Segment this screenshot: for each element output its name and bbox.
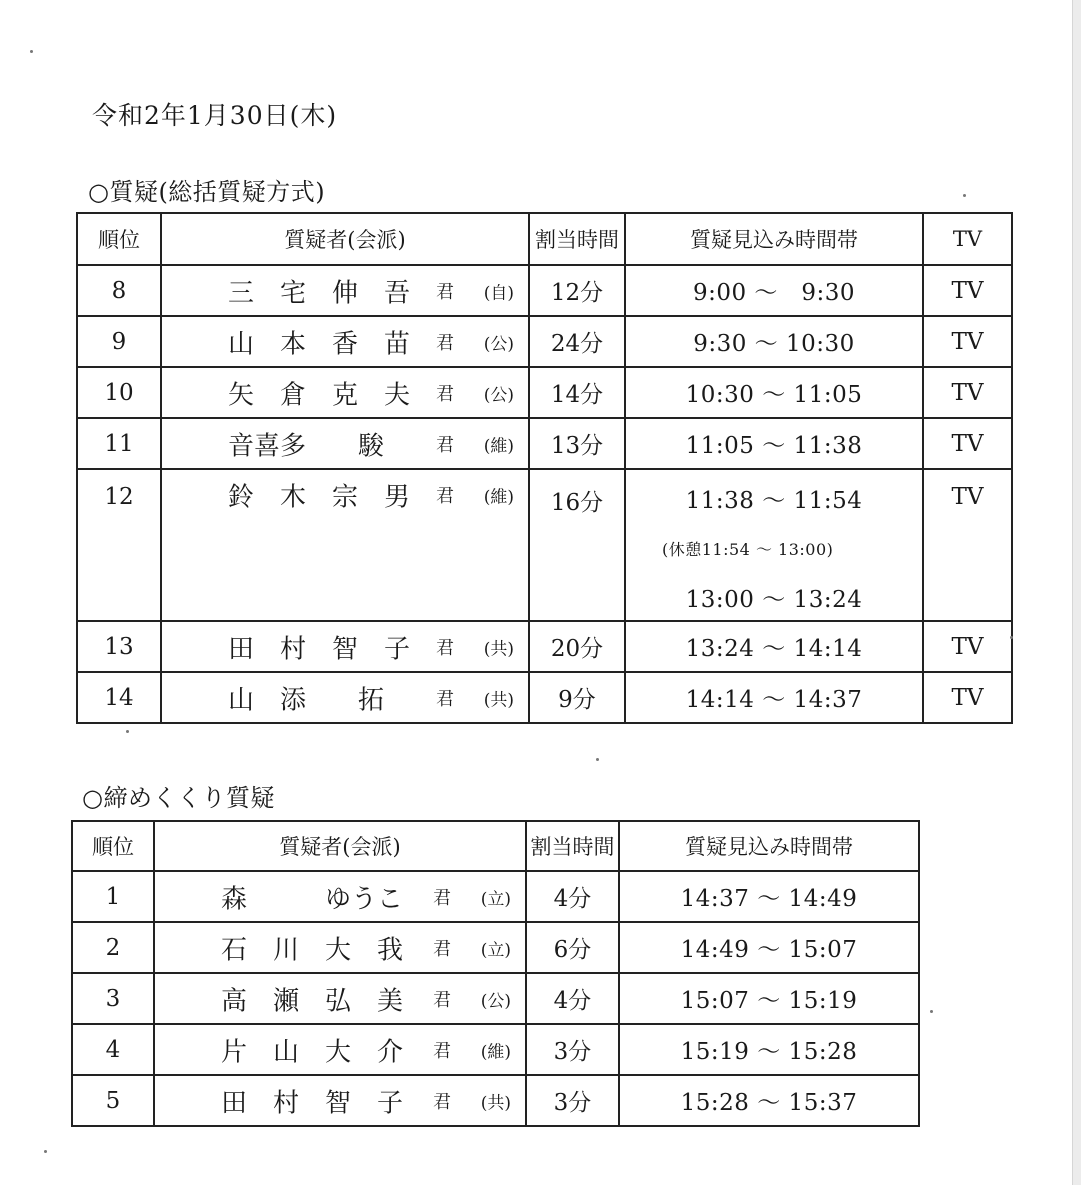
rank-cell: 14 [77,672,161,723]
honorific: 君 [433,989,451,1011]
speaker-name: 田 村 智 子 [221,1088,404,1118]
honorific: 君 [433,1040,451,1062]
party: (維) [483,487,514,508]
timeslot-cell: 9:30 ～ 10:30 [625,316,923,367]
speaker-name: 石 川 大 我 [221,935,404,965]
rank-cell: 5 [72,1075,154,1126]
table-row [77,418,1012,469]
rank-cell: 4 [72,1024,154,1075]
header-speaker: 質疑者(会派) [161,213,529,265]
table-row [72,1075,919,1126]
timeslot-after-break: 13:00 ～ 13:24 [685,587,863,613]
allotted-cell: 20分 [529,621,625,672]
rank-cell: 1 [72,871,154,922]
tv-cell: TV [923,418,1012,469]
speaker-cell [161,469,529,621]
allotted-cell: 4分 [526,973,619,1024]
party: (立) [480,940,511,960]
speaker-name: 鈴 木 宗 男 [228,482,411,513]
speaker-name: 矢 倉 克 夫 [228,380,411,410]
honorific: 君 [433,938,451,960]
honorific: 君 [433,887,451,909]
speaker-cell [154,922,526,973]
honorific: 君 [436,637,454,659]
speaker-name: 山 添 拓 [228,685,385,715]
speaker-name: 三 宅 伸 吾 [228,278,411,308]
timeslot-cell: 9:00 ～ 9:30 [625,265,923,316]
table-row [77,672,1012,723]
party: (立) [480,889,511,909]
party: (維) [480,1042,511,1062]
speaker-name: 高 瀬 弘 美 [221,986,404,1016]
tv-cell: TV [923,367,1012,418]
tv-cell: TV [923,672,1012,723]
header-allotted: 割当時間 [526,821,619,871]
document-date: 令和2年1月30日(木) [92,101,338,130]
table-row [77,367,1012,418]
header-tv: TV [923,213,1012,265]
timeslot-cell: 15:28 ～ 15:37 [619,1075,919,1126]
allotted-cell: 12分 [529,265,625,316]
timeslot-cell: 10:30 ～ 11:05 [625,367,923,418]
timeslot-cell: 13:24 ～ 14:14 [625,621,923,672]
allotted-cell: 3分 [526,1024,619,1075]
table-row [77,621,1012,672]
rank-cell: 10 [77,367,161,418]
allotted-cell: 6分 [526,922,619,973]
party: (公) [480,991,511,1011]
header-allotted: 割当時間 [529,213,625,265]
speaker-name: 片 山 大 介 [221,1037,404,1067]
timeslot-stack [626,470,922,616]
timeslot-cell [625,469,923,621]
speaker-name: 音喜多 駿 [228,431,385,461]
speaker-cell [154,1024,526,1075]
speaker-name: 森 ゆうこ [221,884,404,914]
closing-questions-table [71,820,920,1127]
table-row [72,871,919,922]
timeslot-cell: 15:19 ～ 15:28 [619,1024,919,1075]
honorific: 君 [436,332,454,354]
table-header-row [77,213,1012,265]
timeslot-cell: 14:37 ～ 14:49 [619,871,919,922]
allotted-cell: 24分 [529,316,625,367]
allotted-cell: 13分 [529,418,625,469]
allotted-cell: 9分 [529,672,625,723]
scan-speck [930,1010,933,1013]
party: (自) [483,283,514,303]
scan-speck [30,50,33,53]
table-row [77,265,1012,316]
header-rank: 順位 [77,213,161,265]
timeslot-before-break: 11:38 ～ 11:54 [685,488,863,514]
party: (共) [480,1093,511,1113]
section-heading-closing-questions: ○締めくくり質疑 [82,784,275,812]
general-questions-table [76,212,1013,724]
honorific: 君 [436,383,454,405]
speaker-name: 田 村 智 子 [228,634,411,664]
section-heading-general-questions: ○質疑(総括質疑方式) [88,178,326,206]
table-header-row [72,821,919,871]
honorific: 君 [436,434,454,456]
allotted-cell: 4分 [526,871,619,922]
table-row [72,973,919,1024]
timeslot-cell: 11:05 ～ 11:38 [625,418,923,469]
allotted-cell: 16分 [529,469,625,621]
timeslot-cell: 15:07 ～ 15:19 [619,973,919,1024]
rank-cell: 9 [77,316,161,367]
allotted-cell: 3分 [526,1075,619,1126]
rank-cell: 12 [77,469,161,621]
rank-cell: 2 [72,922,154,973]
scan-speck [126,730,129,733]
tv-cell: TV [923,316,1012,367]
party: (共) [483,639,514,659]
speaker-cell [161,316,529,367]
break-note: (休憩11:54 ～ 13:00) [662,539,834,559]
table-row [72,922,919,973]
rank-cell: 3 [72,973,154,1024]
timeslot-cell: 14:14 ～ 14:37 [625,672,923,723]
rank-cell: 11 [77,418,161,469]
party: (公) [483,385,514,405]
table-row [77,469,1012,621]
header-rank: 順位 [72,821,154,871]
speaker-cell [154,1075,526,1126]
honorific: 君 [436,281,454,303]
party: (公) [483,334,514,354]
allotted-cell: 14分 [529,367,625,418]
honorific: 君 [436,688,454,710]
table-row [77,316,1012,367]
speaker-cell [154,871,526,922]
speaker-cell [161,265,529,316]
rank-cell: 13 [77,621,161,672]
speaker-cell [161,418,529,469]
header-timeslot: 質疑見込み時間帯 [625,213,923,265]
header-timeslot: 質疑見込み時間帯 [619,821,919,871]
scan-speck [963,194,966,197]
honorific: 君 [436,486,454,507]
speaker-cell [154,973,526,1024]
table-row [72,1024,919,1075]
header-speaker: 質疑者(会派) [154,821,526,871]
speaker-cell [161,367,529,418]
scan-speck [1010,636,1013,639]
page-edge [1072,0,1081,1185]
scan-speck [44,1150,47,1153]
tv-cell: TV [923,469,1012,621]
scan-speck [596,758,599,761]
speaker-name: 山 本 香 苗 [228,329,411,359]
honorific: 君 [433,1091,451,1113]
speaker-cell [161,672,529,723]
party: (維) [483,436,514,456]
tv-cell: TV [923,621,1012,672]
speaker-cell [161,621,529,672]
rank-cell: 8 [77,265,161,316]
timeslot-cell: 14:49 ～ 15:07 [619,922,919,973]
tv-cell: TV [923,265,1012,316]
party: (共) [483,690,514,710]
